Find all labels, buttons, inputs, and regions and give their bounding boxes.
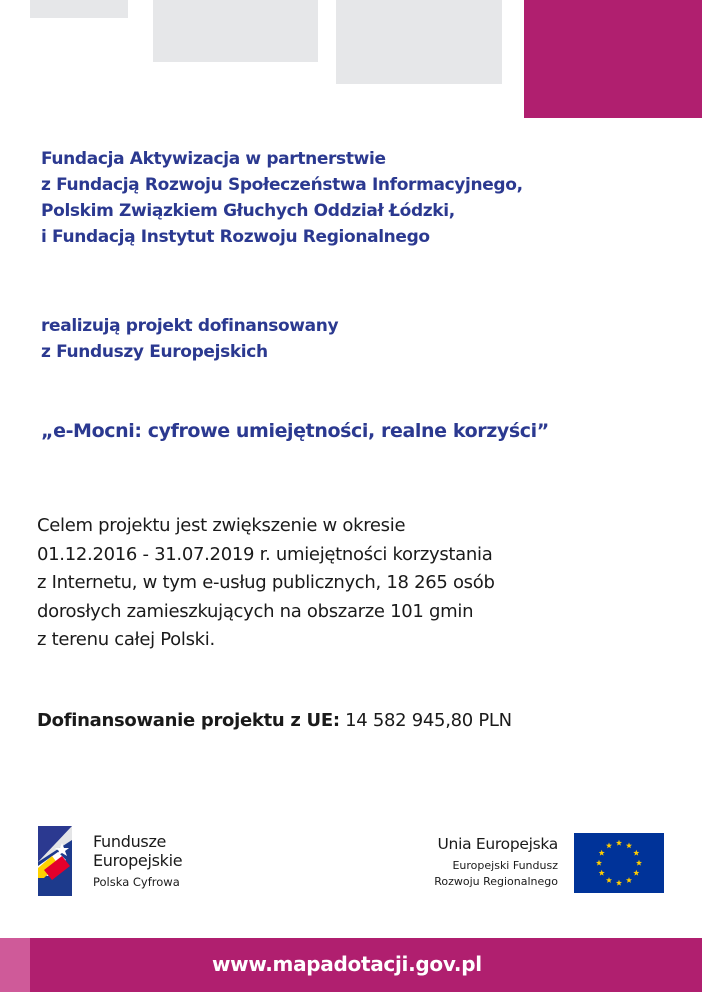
decor-gray-block xyxy=(336,0,502,84)
fundusze-europejskie-logo-icon xyxy=(38,826,82,896)
eu-title: Unia Europejska xyxy=(437,835,558,853)
partners-line: z Fundacją Rozwoju Społeczeństwa Informacyjnego, xyxy=(41,175,523,195)
eu-subtitle: Europejski Fundusz xyxy=(452,859,558,872)
funding-amount: 14 582 945,80 PLN xyxy=(345,710,512,731)
project-statement xyxy=(41,313,338,365)
partners-line: Polskim Związkiem Głuchych Oddział Łódzki, xyxy=(41,201,455,221)
partners-line: Fundacja Aktywizacja w partnerstwie xyxy=(41,149,386,169)
description-line: Celem projektu jest zwiększenie w okresie xyxy=(37,515,406,536)
footer-url-link[interactable]: www.mapadotacji.gov.pl xyxy=(212,952,482,976)
partners-line: i Fundacją Instytut Rozwoju Regionalnego xyxy=(41,227,430,247)
description-line: 01.12.2016 - 31.07.2019 r. umiejętności korzystania xyxy=(37,543,493,565)
description-line: z Internetu, w tym e-usług publicznych, 18 265 osób xyxy=(37,572,495,593)
funding-statement xyxy=(37,707,512,735)
project-statement-line: realizują projekt dofinansowany xyxy=(41,316,339,336)
project-statement-line: z Funduszy Europejskich xyxy=(41,342,268,362)
eu-flag-icon xyxy=(574,833,664,893)
eu-subtitle: Rozwoju Regionalnego xyxy=(434,875,558,888)
footer-accent xyxy=(0,938,30,992)
fundusze-title: Europejskie xyxy=(93,851,183,870)
fundusze-europejskie-text xyxy=(93,832,182,889)
fundusze-subtitle: Polska Cyfrowa xyxy=(93,875,180,889)
eu-text xyxy=(434,834,558,890)
decor-gray-block xyxy=(153,0,318,62)
decor-magenta-block xyxy=(524,0,702,118)
fundusze-title: Fundusze xyxy=(93,832,167,851)
description-line: dorosłych zamieszkujących na obszarze 101 gmin xyxy=(37,600,474,622)
partners-heading xyxy=(41,146,523,250)
project-description xyxy=(37,512,495,655)
project-title: „e-Mocni: cyfrowe umiejętności, realne korzyści” xyxy=(41,420,549,442)
description-line: z terenu całej Polski. xyxy=(37,629,215,650)
decor-gray-block xyxy=(30,0,128,18)
funding-label: Dofinansowanie projektu z UE: xyxy=(37,710,340,731)
